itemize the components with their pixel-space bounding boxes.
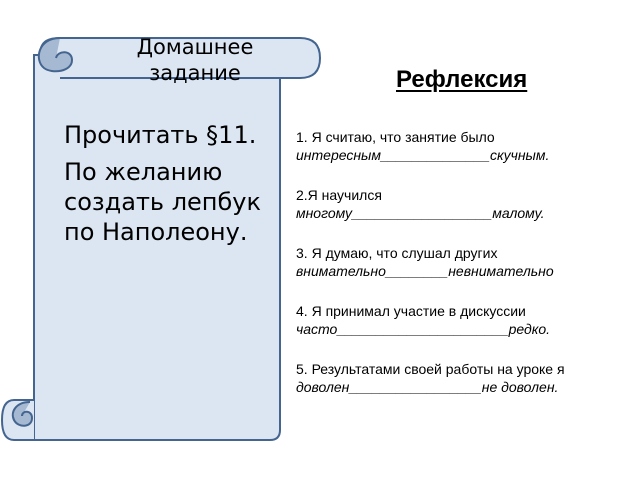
reflection-prompt: 1. Я считаю, что занятие было <box>296 129 495 145</box>
scale-right: скучным. <box>489 147 550 163</box>
reflection-list <box>296 128 636 418</box>
reflection-scale <box>296 204 636 222</box>
reflection-title: Рефлексия <box>396 66 528 93</box>
homework-paragraph: Прочитать §11. <box>64 121 257 149</box>
reflection-scale <box>296 320 636 338</box>
scale-left: часто <box>296 321 338 337</box>
reflection-item <box>296 302 636 338</box>
reflection-item <box>296 186 636 222</box>
reflection-item <box>296 244 636 280</box>
scale-left: доволен <box>296 379 350 395</box>
reflection-prompt: 3. Я думаю, что слушал других <box>296 245 498 261</box>
homework-title-line2: задание <box>149 61 241 85</box>
reflection-scale <box>296 262 636 280</box>
scale-blank: ________ <box>385 263 449 279</box>
homework-title-line1: Домашнее <box>136 35 254 59</box>
scale-blank: _________________ <box>349 379 482 395</box>
reflection-item <box>296 360 636 396</box>
scale-right: редко. <box>508 321 551 337</box>
reflection-item <box>296 128 636 164</box>
scale-right: не доволен. <box>481 379 559 395</box>
reflection-scale <box>296 146 636 164</box>
homework-title <box>110 34 280 86</box>
reflection-prompt: 2.Я научился <box>296 187 382 203</box>
scale-right: невнимательно <box>448 263 554 279</box>
scale-blank: __________________ <box>352 205 493 221</box>
scale-left: интересным <box>296 147 381 163</box>
homework-paragraph: По желанию создать лепбук по Наполеону. <box>64 158 261 246</box>
scale-left: многому <box>296 205 353 221</box>
scale-blank: ______________ <box>380 147 490 163</box>
reflection-prompt: 4. Я принимал участие в дискуссии <box>296 303 526 319</box>
scale-left: внимательно <box>296 263 386 279</box>
homework-text <box>64 120 269 254</box>
reflection-scale <box>296 378 636 396</box>
reflection-prompt: 5. Результатами своей работы на уроке я <box>296 361 565 377</box>
scale-right: малому. <box>492 205 545 221</box>
scale-blank: ______________________ <box>337 321 509 337</box>
